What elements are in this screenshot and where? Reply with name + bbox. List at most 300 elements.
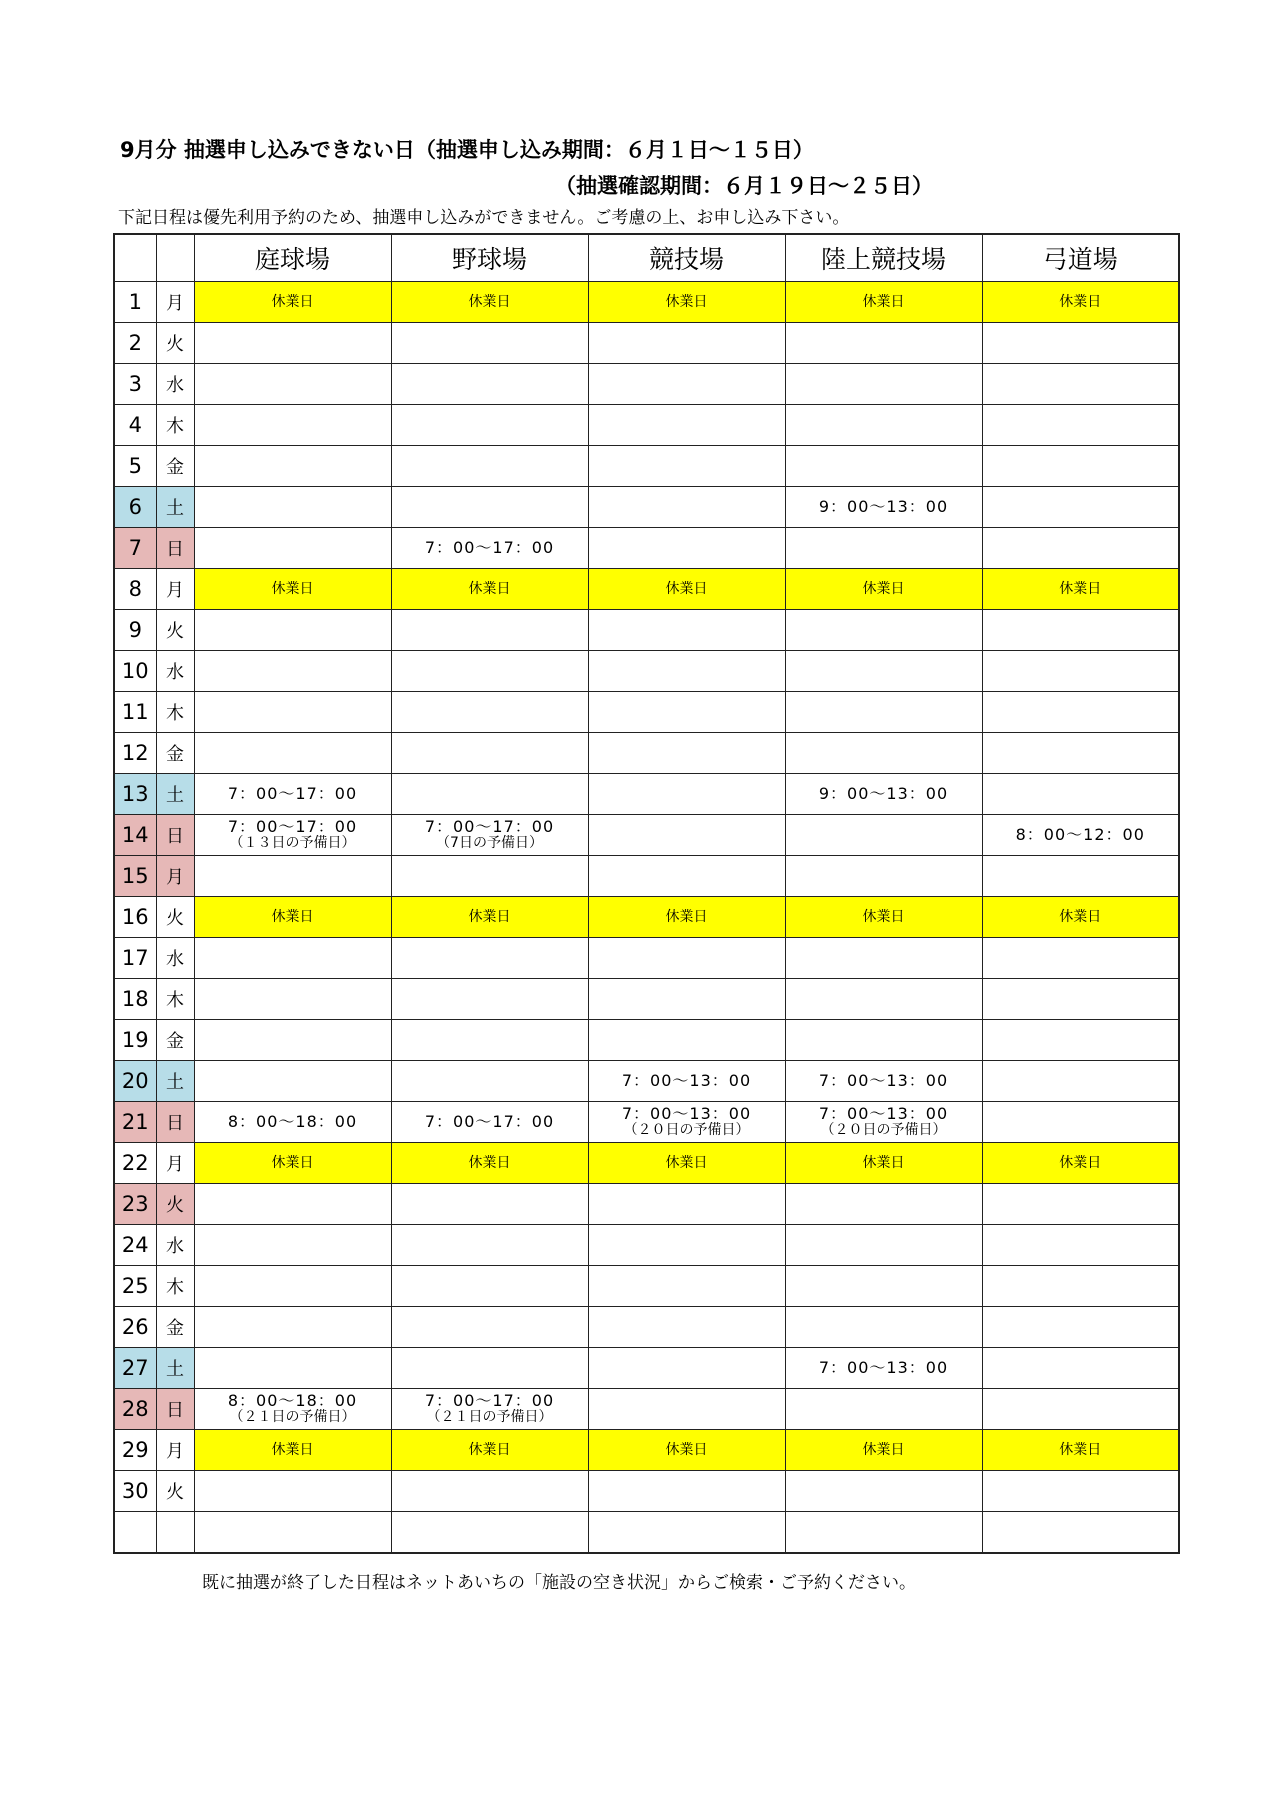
reserved-time: 7：00～13：00 [621, 1071, 752, 1090]
weekday: 月 [156, 1430, 194, 1471]
cell-tennis [194, 651, 391, 692]
closed-label: 休業日 [1059, 909, 1102, 925]
cell-stadium [588, 1102, 785, 1143]
cell-tennis [194, 364, 391, 405]
cell-baseball [391, 938, 588, 979]
table-row [114, 282, 1179, 323]
day-number: 10 [114, 651, 156, 692]
cell-archery [982, 1020, 1179, 1061]
table-row [114, 733, 1179, 774]
reserved-time: 8：00～18：00 [227, 1112, 358, 1131]
closed-label: 休業日 [1059, 1155, 1102, 1171]
cell-archery [982, 1225, 1179, 1266]
cell-tennis [194, 528, 391, 569]
cell-tennis [194, 1307, 391, 1348]
table-row [114, 692, 1179, 733]
cell-archery [982, 569, 1179, 610]
day-header [114, 234, 156, 282]
weekday [156, 1512, 194, 1554]
cell-baseball [391, 1348, 588, 1389]
cell-tennis [194, 815, 391, 856]
table-row [114, 1266, 1179, 1307]
day-number: 26 [114, 1307, 156, 1348]
cell-archery [982, 938, 1179, 979]
reserved-time: 7：00～17：00 [227, 817, 358, 836]
weekday: 火 [156, 323, 194, 364]
closed-label: 休業日 [665, 581, 708, 597]
cell-stadium [588, 405, 785, 446]
cell-tennis [194, 1430, 391, 1471]
cell-baseball [391, 1307, 588, 1348]
closed-label: 休業日 [862, 581, 905, 597]
cell-archery [982, 446, 1179, 487]
table-row [114, 569, 1179, 610]
weekday-header [156, 234, 194, 282]
cell-archery [982, 1471, 1179, 1512]
cell-stadium [588, 1512, 785, 1554]
day-number: 9 [114, 610, 156, 651]
day-number: 7 [114, 528, 156, 569]
closed-label: 休業日 [665, 1442, 708, 1458]
cell-athletics [785, 1512, 982, 1554]
cell-stadium [588, 1143, 785, 1184]
cell-tennis [194, 1143, 391, 1184]
closed-label: 休業日 [271, 1155, 314, 1171]
reserved-time: 7：00～17：00 [424, 538, 555, 557]
cell-archery [982, 815, 1179, 856]
day-number [114, 1512, 156, 1554]
weekday: 木 [156, 979, 194, 1020]
cell-stadium [588, 815, 785, 856]
weekday: 金 [156, 733, 194, 774]
reserved-time: 8：00～12：00 [1015, 825, 1145, 844]
closed-label: 休業日 [862, 294, 905, 310]
weekday: 土 [156, 1061, 194, 1102]
cell-athletics [785, 610, 982, 651]
reserve-day-note: （２０日の予備日） [820, 1122, 947, 1138]
cell-athletics [785, 1471, 982, 1512]
weekday: 土 [156, 487, 194, 528]
day-number: 17 [114, 938, 156, 979]
cell-athletics [785, 364, 982, 405]
cell-baseball [391, 1266, 588, 1307]
cell-baseball [391, 528, 588, 569]
day-number: 18 [114, 979, 156, 1020]
table-row [114, 938, 1179, 979]
cell-athletics [785, 1266, 982, 1307]
day-number: 24 [114, 1225, 156, 1266]
closed-label: 休業日 [1059, 294, 1102, 310]
weekday: 月 [156, 856, 194, 897]
cell-archery [982, 856, 1179, 897]
weekday: 土 [156, 1348, 194, 1389]
table-row [114, 1143, 1179, 1184]
cell-archery [982, 610, 1179, 651]
cell-archery [982, 774, 1179, 815]
cell-baseball [391, 1471, 588, 1512]
cell-stadium [588, 1184, 785, 1225]
day-number: 4 [114, 405, 156, 446]
cell-stadium [588, 364, 785, 405]
cell-baseball [391, 1102, 588, 1143]
table-row [114, 610, 1179, 651]
cell-athletics [785, 1348, 982, 1389]
cell-baseball [391, 405, 588, 446]
table-row [114, 815, 1179, 856]
cell-stadium [588, 979, 785, 1020]
reserved-time: 7：00～13：00 [818, 1358, 949, 1377]
day-number: 20 [114, 1061, 156, 1102]
cell-stadium [588, 1225, 785, 1266]
cell-baseball [391, 610, 588, 651]
cell-archery [982, 487, 1179, 528]
table-row [114, 487, 1179, 528]
cell-baseball [391, 1225, 588, 1266]
column-header-baseball: 野球場 [391, 234, 588, 282]
cell-stadium [588, 528, 785, 569]
reserved-time: 9：00～13：00 [818, 784, 949, 803]
reserved-time: 7：00～17：00 [424, 817, 555, 836]
day-number: 5 [114, 446, 156, 487]
cell-tennis [194, 610, 391, 651]
cell-baseball [391, 323, 588, 364]
table-row [114, 1225, 1179, 1266]
cell-archery [982, 692, 1179, 733]
cell-athletics [785, 1020, 982, 1061]
cell-baseball [391, 1020, 588, 1061]
cell-tennis [194, 856, 391, 897]
cell-tennis [194, 774, 391, 815]
weekday: 水 [156, 364, 194, 405]
cell-athletics [785, 897, 982, 938]
cell-athletics [785, 1225, 982, 1266]
cell-athletics [785, 815, 982, 856]
cell-stadium [588, 446, 785, 487]
table-row [114, 1348, 1179, 1389]
weekday: 火 [156, 610, 194, 651]
cell-archery [982, 1512, 1179, 1554]
weekday: 金 [156, 446, 194, 487]
column-header-stadium: 競技場 [588, 234, 785, 282]
cell-stadium [588, 1430, 785, 1471]
cell-archery [982, 1389, 1179, 1430]
notice-text: 下記日程は優先利用予約のため、抽選申し込みができません。ご考慮の上、お申し込み下さい。 [118, 208, 850, 228]
cell-archery [982, 1143, 1179, 1184]
cell-baseball [391, 364, 588, 405]
cell-baseball [391, 1061, 588, 1102]
cell-archery [982, 1307, 1179, 1348]
table-row [114, 528, 1179, 569]
day-number: 1 [114, 282, 156, 323]
cell-stadium [588, 569, 785, 610]
cell-baseball [391, 733, 588, 774]
cell-archery [982, 528, 1179, 569]
cell-baseball [391, 856, 588, 897]
table-row [114, 1184, 1179, 1225]
cell-tennis [194, 1471, 391, 1512]
cell-baseball [391, 692, 588, 733]
reserved-time: 7：00～13：00 [818, 1071, 949, 1090]
day-number: 29 [114, 1430, 156, 1471]
table-row [114, 897, 1179, 938]
table-row [114, 1471, 1179, 1512]
cell-stadium [588, 282, 785, 323]
cell-archery [982, 979, 1179, 1020]
cell-baseball [391, 1184, 588, 1225]
cell-baseball [391, 1143, 588, 1184]
cell-stadium [588, 487, 785, 528]
cell-archery [982, 897, 1179, 938]
table-row [114, 1512, 1179, 1554]
closed-label: 休業日 [468, 1442, 511, 1458]
cell-athletics [785, 1061, 982, 1102]
cell-stadium [588, 651, 785, 692]
cell-archery [982, 1266, 1179, 1307]
cell-athletics [785, 651, 982, 692]
day-number: 27 [114, 1348, 156, 1389]
cell-baseball [391, 897, 588, 938]
cell-archery [982, 323, 1179, 364]
cell-archery [982, 282, 1179, 323]
table-row [114, 1389, 1179, 1430]
cell-baseball [391, 569, 588, 610]
cell-athletics [785, 282, 982, 323]
cell-stadium [588, 692, 785, 733]
reserved-time: 9：00～13：00 [818, 497, 949, 516]
cell-athletics [785, 1389, 982, 1430]
table-row [114, 446, 1179, 487]
closed-label: 休業日 [665, 909, 708, 925]
cell-stadium [588, 938, 785, 979]
cell-stadium [588, 1020, 785, 1061]
cell-stadium [588, 610, 785, 651]
cell-baseball [391, 446, 588, 487]
cell-archery [982, 1061, 1179, 1102]
cell-tennis [194, 1266, 391, 1307]
weekday: 月 [156, 569, 194, 610]
cell-athletics [785, 405, 982, 446]
weekday: 日 [156, 815, 194, 856]
cell-stadium [588, 897, 785, 938]
header-row [114, 234, 1179, 282]
cell-baseball [391, 1389, 588, 1430]
reserved-time: 7：00～17：00 [227, 784, 358, 803]
cell-stadium [588, 1266, 785, 1307]
reserved-time: 7：00～17：00 [424, 1112, 555, 1131]
cell-stadium [588, 1307, 785, 1348]
cell-tennis [194, 323, 391, 364]
cell-tennis [194, 405, 391, 446]
reserve-day-note: （１３日の予備日） [229, 835, 356, 851]
cell-baseball [391, 651, 588, 692]
cell-archery [982, 364, 1179, 405]
table-row [114, 856, 1179, 897]
cell-athletics [785, 1184, 982, 1225]
cell-athletics [785, 323, 982, 364]
cell-archery [982, 1348, 1179, 1389]
cell-archery [982, 1430, 1179, 1471]
cell-stadium [588, 323, 785, 364]
table-row [114, 1307, 1179, 1348]
day-number: 19 [114, 1020, 156, 1061]
closed-label: 休業日 [271, 581, 314, 597]
closed-label: 休業日 [468, 581, 511, 597]
closed-label: 休業日 [862, 1155, 905, 1171]
day-number: 28 [114, 1389, 156, 1430]
weekday: 月 [156, 282, 194, 323]
reserve-day-note: （２１日の予備日） [426, 1409, 553, 1425]
cell-stadium [588, 774, 785, 815]
table-row [114, 323, 1179, 364]
weekday: 水 [156, 1225, 194, 1266]
day-number: 13 [114, 774, 156, 815]
closed-label: 休業日 [862, 909, 905, 925]
cell-athletics [785, 528, 982, 569]
day-number: 3 [114, 364, 156, 405]
cell-archery [982, 651, 1179, 692]
cell-tennis [194, 282, 391, 323]
cell-archery [982, 1184, 1179, 1225]
day-number: 15 [114, 856, 156, 897]
reserve-day-note: （7日の予備日） [436, 835, 543, 851]
column-header-archery: 弓道場 [982, 234, 1179, 282]
weekday: 火 [156, 1184, 194, 1225]
cell-tennis [194, 1348, 391, 1389]
table-row [114, 979, 1179, 1020]
cell-stadium [588, 1471, 785, 1512]
footer-note: 既に抽選が終了した日程はネットあいちの「施設の空き状況」からご検索・ご予約ください。 [202, 1573, 916, 1593]
cell-stadium [588, 733, 785, 774]
reserve-day-note: （２０日の予備日） [623, 1122, 750, 1138]
cell-archery [982, 733, 1179, 774]
cell-tennis [194, 692, 391, 733]
weekday: 日 [156, 1102, 194, 1143]
cell-tennis [194, 733, 391, 774]
cell-tennis [194, 1225, 391, 1266]
cell-baseball [391, 815, 588, 856]
confirmation-period: （抽選確認期間：６月１９日～２５日） [555, 174, 933, 198]
day-number: 12 [114, 733, 156, 774]
cell-baseball [391, 487, 588, 528]
day-number: 2 [114, 323, 156, 364]
cell-athletics [785, 1143, 982, 1184]
closed-label: 休業日 [862, 1442, 905, 1458]
cell-athletics [785, 979, 982, 1020]
reserved-time: 7：00～13：00 [818, 1104, 949, 1123]
weekday: 金 [156, 1020, 194, 1061]
table-row [114, 1020, 1179, 1061]
day-number: 23 [114, 1184, 156, 1225]
weekday: 日 [156, 528, 194, 569]
cell-tennis [194, 446, 391, 487]
cell-athletics [785, 692, 982, 733]
weekday: 火 [156, 897, 194, 938]
weekday: 水 [156, 651, 194, 692]
cell-athletics [785, 1430, 982, 1471]
reserved-time: 7：00～17：00 [424, 1391, 555, 1410]
day-number: 25 [114, 1266, 156, 1307]
cell-tennis [194, 938, 391, 979]
column-header-athletics: 陸上競技場 [785, 234, 982, 282]
day-number: 6 [114, 487, 156, 528]
table-row [114, 651, 1179, 692]
weekday: 木 [156, 692, 194, 733]
weekday: 日 [156, 1389, 194, 1430]
closed-label: 休業日 [271, 294, 314, 310]
cell-athletics [785, 1307, 982, 1348]
cell-athletics [785, 733, 982, 774]
cell-tennis [194, 1061, 391, 1102]
cell-baseball [391, 774, 588, 815]
page-title: 9月分 抽選申し込みできない日（抽選申し込み期間：６月１日～１５日） [120, 138, 814, 162]
day-number: 22 [114, 1143, 156, 1184]
day-number: 16 [114, 897, 156, 938]
closed-label: 休業日 [271, 909, 314, 925]
table-row [114, 774, 1179, 815]
table-row [114, 364, 1179, 405]
cell-stadium [588, 1348, 785, 1389]
closed-label: 休業日 [468, 294, 511, 310]
cell-archery [982, 1102, 1179, 1143]
weekday: 土 [156, 774, 194, 815]
day-number: 11 [114, 692, 156, 733]
cell-tennis [194, 569, 391, 610]
cell-stadium [588, 856, 785, 897]
cell-tennis [194, 897, 391, 938]
cell-tennis [194, 487, 391, 528]
cell-athletics [785, 446, 982, 487]
weekday: 火 [156, 1471, 194, 1512]
closed-label: 休業日 [468, 1155, 511, 1171]
cell-tennis [194, 1184, 391, 1225]
weekday: 木 [156, 1266, 194, 1307]
closed-label: 休業日 [665, 1155, 708, 1171]
cell-tennis [194, 1512, 391, 1554]
cell-tennis [194, 979, 391, 1020]
schedule-body [114, 282, 1179, 1554]
day-number: 30 [114, 1471, 156, 1512]
cell-baseball [391, 979, 588, 1020]
closed-label: 休業日 [1059, 581, 1102, 597]
table-row [114, 405, 1179, 446]
cell-stadium [588, 1061, 785, 1102]
cell-athletics [785, 487, 982, 528]
reserved-time: 7：00～13：00 [621, 1104, 752, 1123]
closed-label: 休業日 [468, 909, 511, 925]
day-number: 14 [114, 815, 156, 856]
closed-label: 休業日 [665, 294, 708, 310]
weekday: 水 [156, 938, 194, 979]
cell-tennis [194, 1389, 391, 1430]
reserve-day-note: （２１日の予備日） [229, 1409, 356, 1425]
cell-stadium [588, 1389, 785, 1430]
table-row [114, 1061, 1179, 1102]
reserved-time: 8：00～18：00 [227, 1391, 358, 1410]
schedule-table [113, 233, 1180, 1554]
cell-athletics [785, 938, 982, 979]
cell-baseball [391, 1512, 588, 1554]
cell-athletics [785, 569, 982, 610]
cell-tennis [194, 1020, 391, 1061]
cell-athletics [785, 774, 982, 815]
cell-baseball [391, 1430, 588, 1471]
weekday: 木 [156, 405, 194, 446]
day-number: 21 [114, 1102, 156, 1143]
table-row [114, 1430, 1179, 1471]
day-number: 8 [114, 569, 156, 610]
cell-tennis [194, 1102, 391, 1143]
cell-baseball [391, 282, 588, 323]
